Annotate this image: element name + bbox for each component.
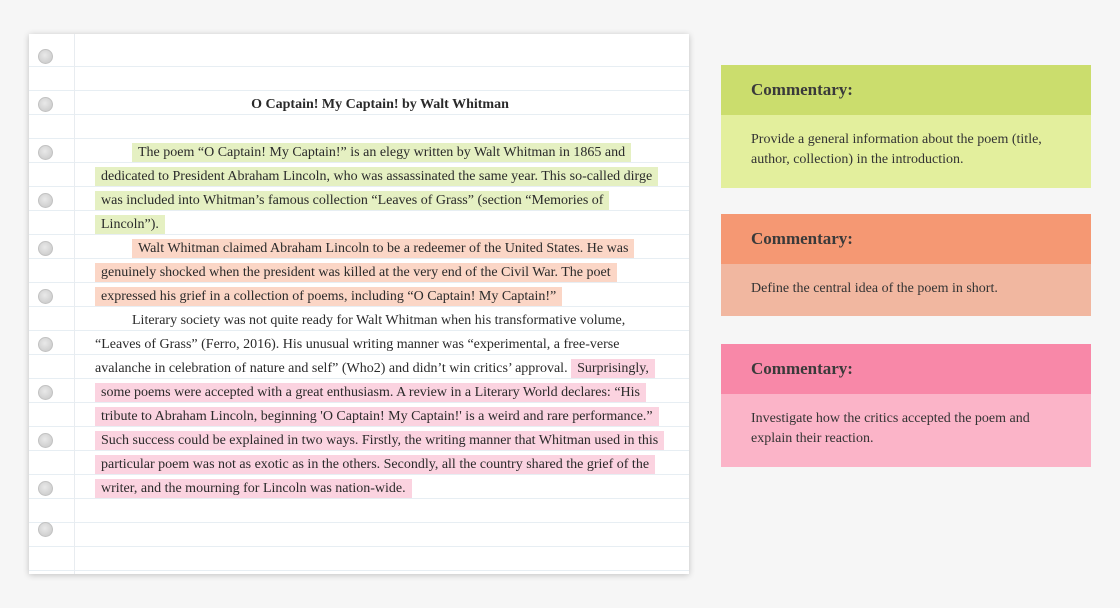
commentary-body: Investigate how the critics accepted the poem and explain their reaction. [721,394,1091,467]
highlight-critics-reaction: Surprisingly, some poems were accepted with a great enthusiasm. A review in a Literary World declares: “His tribute to Abraham Lincoln, beginning 'O Captain! My Captain!' is a weird and rare performance.” Such success could be explained in two ways. Firstly, the writing manner that Whitman used in this particular poem was not as exotic as in the others. Secondly, all the country shared the grief of the writer, and the mourning for Lincoln was nation-wide. [95,359,664,498]
paragraph-central-idea [95,237,665,309]
binder-hole [38,145,53,160]
binder-hole [38,522,53,537]
essay-paper [29,34,689,574]
binder-hole [38,337,53,352]
binder-hole [38,481,53,496]
highlight-introduction: The poem “O Captain! My Captain!” is an elegy written by Walt Whitman in 1865 and dedicated to President Abraham Lincoln, who was assassinated the same year. This so-called dirge was included into Whitman’s famous collection “Leaves of Grass” (section “Memories of Lincoln”). [95,143,658,234]
commentary-body: Define the central idea of the poem in short. [721,264,1091,316]
essay-body [95,93,665,501]
highlight-central-idea: Walt Whitman claimed Abraham Lincoln to be a redeemer of the United States. He was genuinely shocked when the president was killed at the very end of the Civil War. The poet expressed his grief in a collection of poems, including “O Captain! My Captain!” [95,239,634,306]
binder-hole [38,241,53,256]
margin-line [74,34,75,574]
binder-hole [38,97,53,112]
binder-hole [38,433,53,448]
essay-title: O Captain! My Captain! by Walt Whitman [251,97,509,112]
binder-hole [38,193,53,208]
binder-hole [38,385,53,400]
binder-hole [38,49,53,64]
paragraph-critics [95,309,665,501]
commentary-heading: Commentary: [721,214,1091,264]
commentary-body: Provide a general information about the poem (title, author, collection) in the introduction. [721,115,1091,188]
commentary-heading: Commentary: [721,65,1091,115]
commentary-card-critics [721,344,1091,467]
commentary-card-introduction [721,65,1091,188]
paragraph-critics-text: Literary society was not quite ready for Walt Whitman when his transformative volume, “Leaves of Grass” (Ferro, 2016). His unusual writing manner was “experimental, a free-verse avalanche in celebration of nature and self” (Who2) and didn’t win critics’ approval. [95,313,626,376]
commentary-heading: Commentary: [721,344,1091,394]
binder-hole [38,289,53,304]
commentary-card-central-idea [721,214,1091,316]
paragraph-introduction [95,141,665,237]
